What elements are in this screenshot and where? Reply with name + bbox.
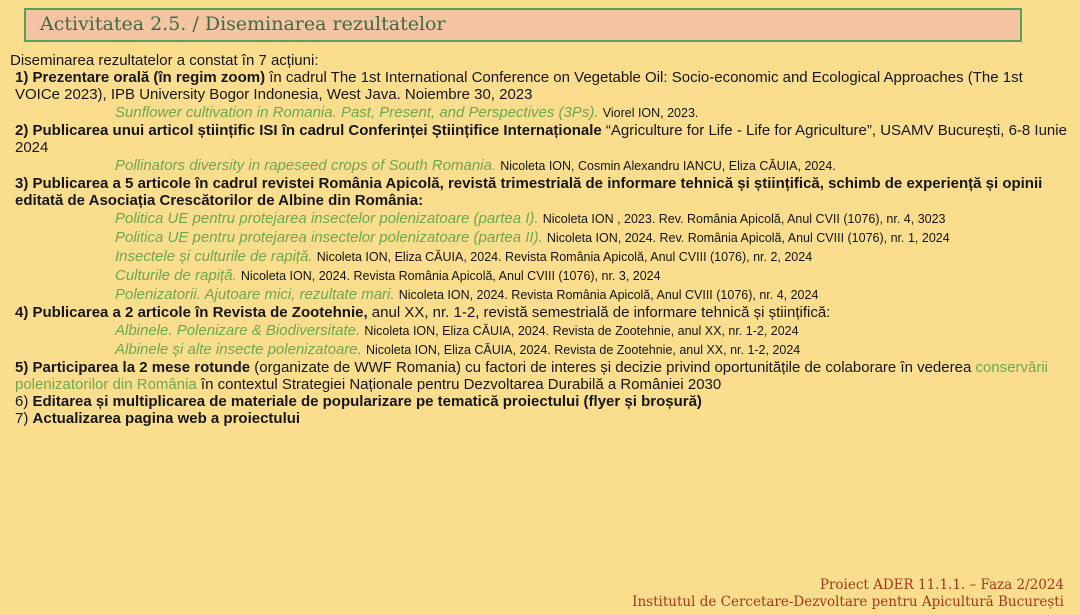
action-2-text: “Agriculture for Life - Life for Agriculture”, USAMV București, 6-8 Iunie 2024 xyxy=(15,122,1067,156)
action-4-publication-1 xyxy=(115,322,1068,340)
intro-line: Diseminarea rezultatelor a constat în 7 acțiuni: xyxy=(10,52,319,69)
action-7-heading xyxy=(10,410,1068,427)
publication-title: Culturile de rapiță. xyxy=(115,267,237,284)
footer-project-line: Proiect ADER 11.1.1. – Faza 2/2024 xyxy=(819,577,1064,593)
action-3-publication-1 xyxy=(115,210,1068,228)
publication-title: Politica UE pentru protejarea insectelor polenizatoare (partea II). xyxy=(115,229,543,246)
action-6-heading xyxy=(10,393,1068,410)
action-4-text: anul XX, nr. 1-2, revistă semestrială de informare tehnică și științifică: xyxy=(367,304,831,321)
publication-title: Insectele și culturile de rapiță. xyxy=(115,248,313,265)
publication-citation: Nicoleta ION, Eliza CĂUIA, 2024. Revista de Zootehnie, anul XX, nr. 1-2, 2024 xyxy=(366,343,801,357)
activity-title: Activitatea 2.5. / Diseminarea rezultatelor xyxy=(40,13,446,35)
project-footer xyxy=(632,577,1064,611)
action-5-green-phrase: conservării polenizatorilor din România xyxy=(15,359,1048,393)
publication-title: Polenizatorii. Ajutoare mici, rezultate mari. xyxy=(115,286,395,303)
action-2-lead: 2) Publicarea unui articol științific ISI în cadrul Conferinței Științifice Internaționale xyxy=(15,122,602,139)
action-2-publication-1 xyxy=(115,157,1068,175)
publication-citation: Nicoleta ION, 2024. Rev. România Apicolă, Anul CVIII (1076), nr. 1, 2024 xyxy=(546,231,950,245)
action-6-text: Editarea și multiplicarea de materiale de popularizare pe tematică proiectului (flyer și broșură) xyxy=(32,393,702,410)
publication-title: Albinele. Polenizare & Biodiversitate. xyxy=(115,322,361,339)
publication-citation: Nicoleta ION, Cosmin Alexandru IANCU, Eliza CĂUIA, 2024. xyxy=(500,159,836,173)
publication-citation: Viorel ION, 2023. xyxy=(602,106,699,120)
publication-title: Politica UE pentru protejarea insectelor polenizatoare (partea I). xyxy=(115,210,539,227)
footer-institute-line: Institutul de Cercetare-Dezvoltare pentru Apicultură București xyxy=(632,594,1064,610)
action-5-lead: 5) Participarea la 2 mese rotunde xyxy=(15,359,251,376)
action-1-lead: 1) Prezentare orală (în regim zoom) xyxy=(15,69,266,86)
action-5-text-2: în contextul Strategiei Naționale pentru Dezvoltarea Durabilă a României 2030 xyxy=(196,376,722,393)
action-1-publication-1 xyxy=(115,104,1068,122)
action-3-publication-2 xyxy=(115,229,1068,247)
publication-citation: Nicoleta ION, 2024. Revista România Apicolă, Anul CVIII (1076), nr. 3, 2024 xyxy=(240,269,661,283)
action-3-publication-3 xyxy=(115,248,1068,266)
slide-content xyxy=(0,52,1080,427)
publication-title: Pollinators diversity in rapeseed crops of South Romania. xyxy=(115,157,497,174)
action-3-publication-4 xyxy=(115,267,1068,285)
action-1-text: în cadrul The 1st International Conference on Vegetable Oil: Socio-economic and Ecological Approaches (The 1st VOICe 2023), IPB University Bogor Indonesia, West Java. Noiembre 30, 2023 xyxy=(15,69,1023,103)
action-6-number: 6) xyxy=(15,393,33,410)
action-5-text: (organizate de WWF Romania) cu factori de interes și decizie privind oportunitățile de colaborare în vederea xyxy=(250,359,976,376)
publication-citation: Nicoleta ION, Eliza CĂUIA, 2024. Revista România Apicolă, Anul CVIII (1076), nr. 2, 2024 xyxy=(316,250,813,264)
action-7-number: 7) xyxy=(15,410,33,427)
action-4-heading xyxy=(10,304,1068,321)
action-3-lead: 3) Publicarea a 5 articole în cadrul revistei România Apicolă, revistă trimestrială de informare tehnică și științifică, schimb de experiență și opinii editată de Asociația Crescătorilor de Albine din România: xyxy=(15,175,1043,209)
action-4-lead: 4) Publicarea a 2 articole în Revista de Zootehnie, xyxy=(15,304,368,321)
publication-title: Sunflower cultivation in Romania. Past, Present, and Perspectives (3Ps). xyxy=(115,104,599,121)
action-3-publication-5 xyxy=(115,286,1068,304)
action-7-text: Actualizarea pagina web a proiectului xyxy=(32,410,301,427)
publication-citation: Nicoleta ION , 2023. Rev. România Apicolă, Anul CVII (1076), nr. 4, 3023 xyxy=(542,212,946,226)
publication-title: Albinele și alte insecte polenizatoare. xyxy=(115,341,362,358)
publication-citation: Nicoleta ION, Eliza CĂUIA, 2024. Revista de Zootehnie, anul XX, nr. 1-2, 2024 xyxy=(364,324,799,338)
activity-title-bar xyxy=(24,8,1022,42)
action-4-publication-2 xyxy=(115,341,1068,359)
action-3-heading xyxy=(10,175,1068,209)
action-5-heading xyxy=(10,359,1068,393)
action-1-heading xyxy=(10,69,1068,103)
publication-citation: Nicoleta ION, 2024. Revista România Apicolă, Anul CVIII (1076), nr. 4, 2024 xyxy=(398,288,819,302)
action-2-heading xyxy=(10,122,1068,156)
